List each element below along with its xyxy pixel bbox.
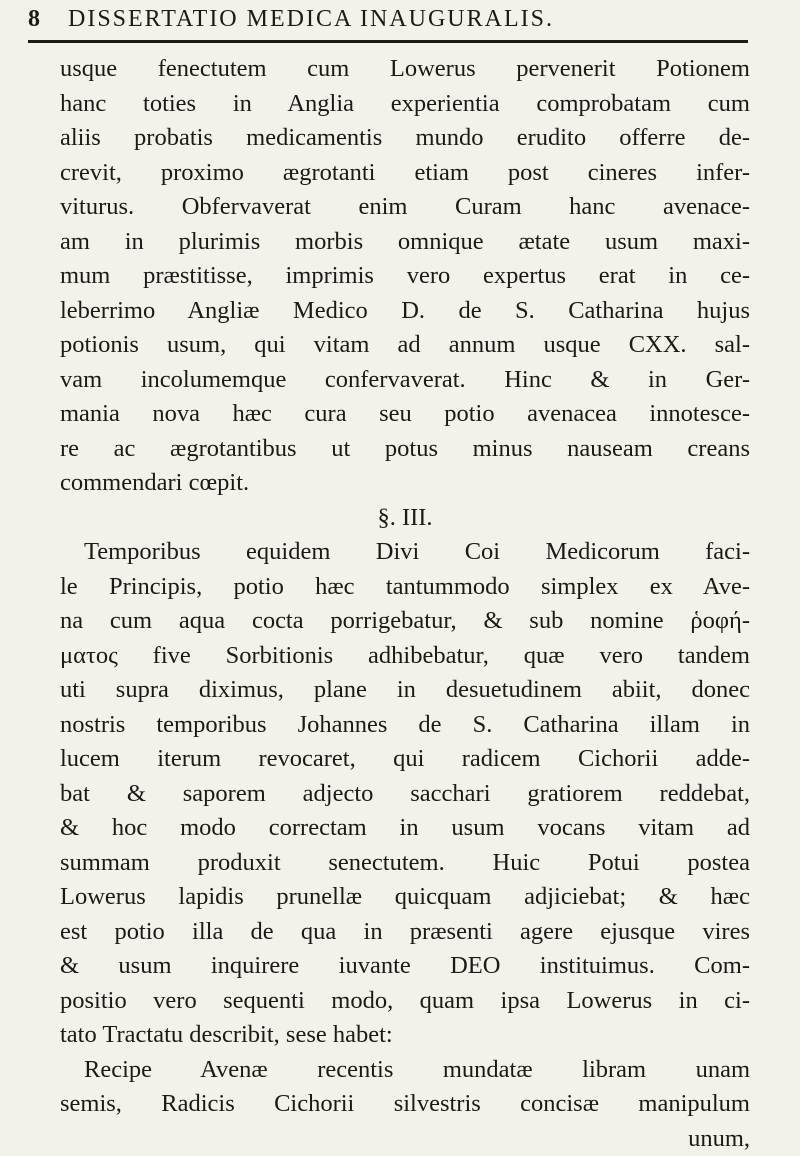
text-line: est potio illa de qua in præsenti agere ejusque vires <box>60 915 750 950</box>
header-rule <box>28 40 748 43</box>
text-line: am in plurimis morbis omnique ætate usum maxi- <box>60 225 750 260</box>
text-line: re ac ægrotantibus ut potus minus nauseam creans <box>60 432 750 467</box>
text-line: commendari cœpit. <box>60 466 750 501</box>
text-line: semis, Radicis Cichorii silvestris concisæ manipulum <box>60 1087 750 1122</box>
text-line: tato Tractatu describit, sese habet: <box>60 1018 750 1053</box>
text-line: Lowerus lapidis prunellæ quicquam adjiciebat; & hæc <box>60 880 750 915</box>
text-line: usque fenectutem cum Lowerus pervenerit Potionem <box>60 52 750 87</box>
text-line: lucem iterum revocaret, qui radicem Cichorii adde- <box>60 742 750 777</box>
text-line: hanc toties in Anglia experientia comprobatam cum <box>60 87 750 122</box>
page-number: 8 <box>28 6 40 33</box>
text-line: Temporibus equidem Divi Coi Medicorum faci- <box>60 535 750 570</box>
text-line: leberrimo Angliæ Medico D. de S. Catharina hujus <box>60 294 750 329</box>
text-line: summam produxit senectutem. Huic Potui postea <box>60 846 750 881</box>
text-line: potionis usum, qui vitam ad annum usque CXX. sal- <box>60 328 750 363</box>
text-line: mum præstitisse, imprimis vero expertus erat in ce- <box>60 259 750 294</box>
text-line: positio vero sequenti modo, quam ipsa Lowerus in ci- <box>60 984 750 1019</box>
catchword: unum, <box>60 1122 750 1156</box>
text-line: vam incolumemque confervaverat. Hinc & in Ger- <box>60 363 750 398</box>
text-line: crevit, proximo ægrotanti etiam post cineres infer- <box>60 156 750 191</box>
page-header <box>28 6 768 42</box>
text-line: Recipe Avenæ recentis mundatæ libram unam <box>60 1053 750 1088</box>
text-line: viturus. Obfervaverat enim Curam hanc avenace- <box>60 190 750 225</box>
text-line: & usum inquirere iuvante DEO instituimus. Com- <box>60 949 750 984</box>
text-line: & hoc modo correctam in usum vocans vitam ad <box>60 811 750 846</box>
running-head: DISSERTATIO MEDICA INAUGURALIS. <box>68 6 554 33</box>
body-text <box>60 52 750 1156</box>
text-line: uti supra diximus, plane in desuetudinem abiit, donec <box>60 673 750 708</box>
text-line: le Principis, potio hæc tantummodo simplex ex Ave- <box>60 570 750 605</box>
text-line: na cum aqua cocta porrigebatur, & sub nomine ῥοφή- <box>60 604 750 639</box>
text-line: ματος five Sorbitionis adhibebatur, quæ vero tandem <box>60 639 750 674</box>
text-line: aliis probatis medicamentis mundo erudito offerre de- <box>60 121 750 156</box>
text-line: mania nova hæc cura seu potio avenacea innotesce- <box>60 397 750 432</box>
text-line: nostris temporibus Johannes de S. Catharina illam in <box>60 708 750 743</box>
text-line: bat & saporem adjecto sacchari gratiorem reddebat, <box>60 777 750 812</box>
section-heading: §. III. <box>60 501 750 536</box>
